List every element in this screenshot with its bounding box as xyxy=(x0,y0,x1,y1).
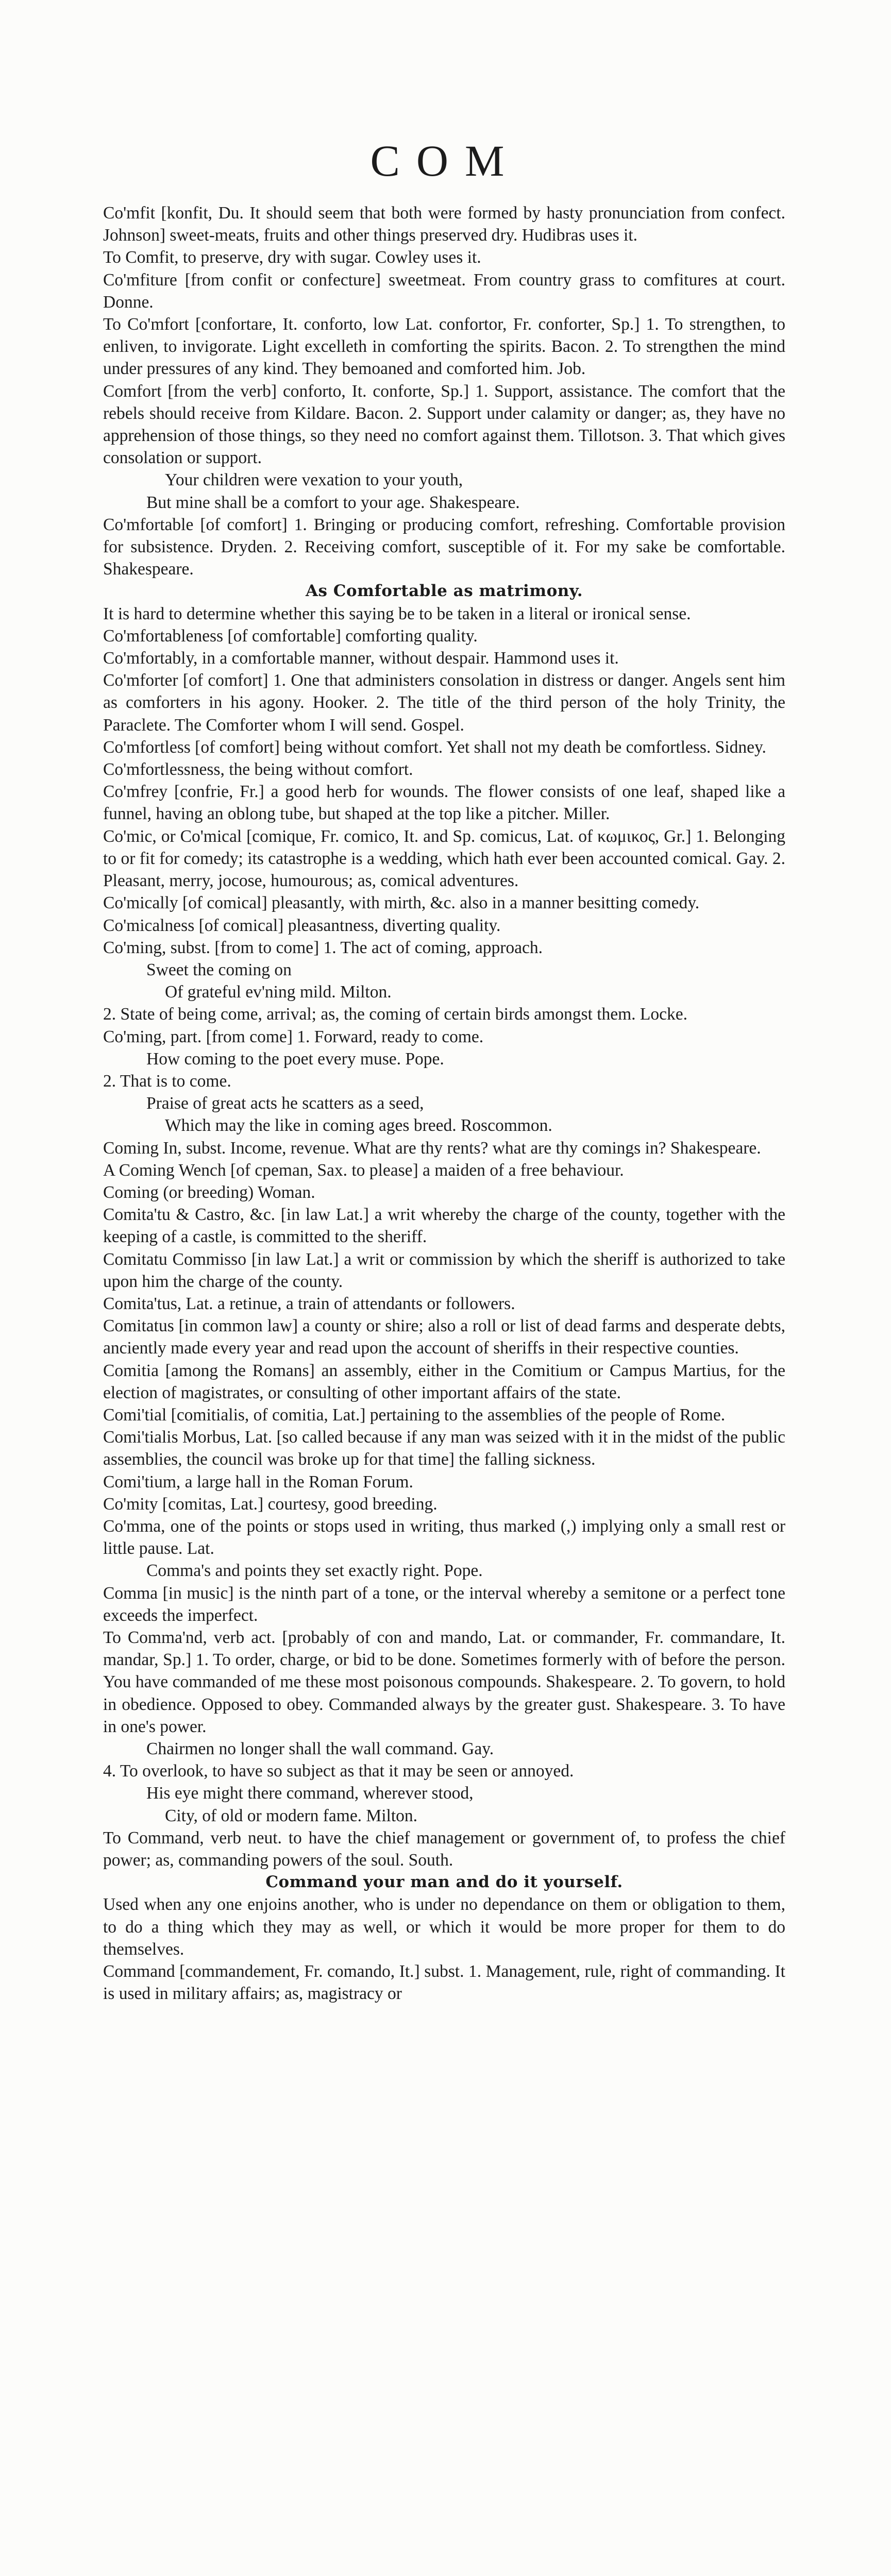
dictionary-entry: Comitatu Commisso [in law Lat.] a writ or commission by which the sheriff is authorized to take upon him the charge of the county. xyxy=(103,1249,785,1291)
quotation-line: City, of old or modern fame. Milton. xyxy=(165,1806,418,1825)
dictionary-entry: Co'mically [of comical] pleasantly, with mirth, &c. also in a manner besitting comedy. xyxy=(103,893,700,913)
dictionary-entry: 4. To overlook, to have so subject as that it may be seen or annoyed. xyxy=(103,1761,574,1781)
dictionary-entry: Comitia [among the Romans] an assembly, either in the Comitium or Campus Martius, for the election of magistrates, or consulting of other important affairs of the state. xyxy=(103,1361,785,1402)
dictionary-entry: Co'mfrey [confrie, Fr.] a good herb for wounds. The flower consists of one leaf, shaped like a funnel, having an oblong tube, but shaped at the top like a pitcher. Miller. xyxy=(103,782,785,824)
dictionary-entry: Co'mic, or Co'mical [comique, Fr. comico, It. and Sp. comicus, Lat. of κωμικος, Gr.] 1. Belonging to or fit for comedy; its catastrophe is a wedding, which hath ever been accounted comical. Gay. 2. Pleasant, merry, jocose, humourous; as, comical adventures. xyxy=(103,826,785,891)
dictionary-entry: Co'mfortable [of comfort] 1. Bringing or producing comfort, refreshing. Comfortable provision for subsistence. Dryden. 2. Receiving comfort, susceptible of it. For my sake be comfortable. Shakespeare. xyxy=(103,515,785,579)
dictionary-entry: As Comfortable as matrimony. xyxy=(305,582,583,601)
dictionary-entry: Co'mity [comitas, Lat.] courtesy, good breeding. xyxy=(103,1494,438,1514)
dictionary-entry: To Command, verb neut. to have the chief management or government of, to profess the chief power; as, commanding powers of the soul. South. xyxy=(103,1828,785,1870)
dictionary-entry: Co'mfortableness [of comfortable] comforting quality. xyxy=(103,626,478,646)
quotation-line: Chairmen no longer shall the wall command. Gay. xyxy=(146,1739,494,1759)
page-header: COM xyxy=(370,136,521,185)
quotation-line: Your children were vexation to your youth, xyxy=(165,470,463,490)
dictionary-entry: Co'mma, one of the points or stops used in writing, thus marked (,) implying only a small rest or little pause. Lat. xyxy=(103,1516,785,1558)
quotation-line: But mine shall be a comfort to your age. Shakespeare. xyxy=(146,493,520,512)
dictionary-entry: Coming In, subst. Income, revenue. What are thy rents? what are thy comings in? Shakespeare. xyxy=(103,1138,761,1158)
dictionary-entry: Comi'tium, a large hall in the Roman Forum. xyxy=(103,1472,413,1492)
dictionary-entry: It is hard to determine whether this saying be to be taken in a literal or ironical sense. xyxy=(103,604,691,623)
dictionary-entry: Co'ming, part. [from come] 1. Forward, ready to come. xyxy=(103,1027,484,1046)
dictionary-entry: Coming (or breeding) Woman. xyxy=(103,1182,315,1202)
dictionary-entry: Command your man and do it yourself. xyxy=(265,1873,623,1892)
dictionary-entry: Command [commandement, Fr. comando, It.] subst. 1. Management, rule, right of commanding. It is used in military affairs; as, magistracy or xyxy=(103,1962,785,2004)
quotation-line: His eye might there command, wherever stood, xyxy=(146,1784,474,1803)
quotation-line: Praise of great acts he scatters as a seed, xyxy=(146,1094,424,1113)
dictionary-entry: Comi'tial [comitialis, of comitia, Lat.] pertaining to the assemblies of the people of Rome. xyxy=(103,1405,726,1425)
dictionary-entry: 2. State of being come, arrival; as, the coming of certain birds amongst them. Locke. xyxy=(103,1005,688,1024)
dictionary-entry: A Coming Wench [of cpeman, Sax. to please] a maiden of a free behaviour. xyxy=(103,1160,624,1180)
dictionary-entry: Co'mforter [of comfort] 1. One that administers consolation in distress or danger. Angels sent him as comforters in his agony. Hooker. 2. The title of the third person of the holy Trinity, the Paraclete. The Comforter whom I will send. Gospel. xyxy=(103,671,785,735)
dictionary-entry: 2. That is to come. xyxy=(103,1071,231,1091)
dictionary-entry: Co'mfortless [of comfort] being without comfort. Yet shall not my death be comfortless. Sidney. xyxy=(103,737,766,757)
dictionary-entry: Comitatus [in common law] a county or shire; also a roll or list of dead farms and desperate debts, anciently made every year and read upon the account of sheriffs in their respective counties. xyxy=(103,1316,785,1358)
dictionary-entry: Co'ming, subst. [from to come] 1. The act of coming, approach. xyxy=(103,938,543,957)
dictionary-entry: Co'mfiture [from confit or confecture] sweetmeat. From country grass to comfitures at court. Donne. xyxy=(103,270,785,312)
dictionary-entry: Comita'tus, Lat. a retinue, a train of attendants or followers. xyxy=(103,1294,515,1313)
dictionary-entry: Co'mfortably, in a comfortable manner, without despair. Hammond uses it. xyxy=(103,649,619,668)
entries-column xyxy=(103,202,785,2005)
dictionary-entry: Comi'tialis Morbus, Lat. [so called because if any man was seized with it in the midst of the public assemblies, the council was broke up for that time] the falling sickness. xyxy=(103,1428,785,1469)
dictionary-entry: Co'micalness [of comical] pleasantness, diverting quality. xyxy=(103,916,501,935)
dictionary-entry: Comfort [from the verb] conforto, It. conforte, Sp.] 1. Support, assistance. The comfort that the rebels should receive from Kildare. Bacon. 2. Support under calamity or danger; as, they have no apprehension of those things, so they need no comfort against them. Tillotson. 3. That which gives consolation or support. xyxy=(103,381,785,468)
dictionary-entry: Used when any one enjoins another, who is under no dependance on them or obligation to them, to do a thing which they may as well, or which it would be more proper for them to do themselves. xyxy=(103,1895,785,1959)
dictionary-entry: Comma [in music] is the ninth part of a tone, or the interval whereby a semitone or a perfect tone exceeds the imperfect. xyxy=(103,1583,785,1625)
dictionary-entry: To Comfit, to preserve, dry with sugar. Cowley uses it. xyxy=(103,248,481,267)
dictionary-entry: Co'mfit [konfit, Du. It should seem that both were formed by hasty pronunciation from confect. Johnson] sweet-meats, fruits and other things preserved dry. Hudibras uses it. xyxy=(103,204,785,245)
quotation-line: How coming to the poet every muse. Pope. xyxy=(146,1049,444,1069)
quotation-line: Of grateful ev'ning mild. Milton. xyxy=(165,982,392,1002)
dictionary-entry: To Comma'nd, verb act. [probably of con and mando, Lat. or commander, Fr. commandare, It. mandar, Sp.] 1. To order, charge, or bid to be done. Sometimes formerly with of before the person. You have commanded of me these most poisonous compounds. Shakespeare. 2. To govern, to hold in obedience. Opposed to obey. Commanded always by the greater gust. Shakespeare. 3. To have in one's power. xyxy=(103,1628,785,1736)
dictionary-entry: Comita'tu & Castro, &c. [in law Lat.] a writ whereby the charge of the county, together with the keeping of a castle, is committed to the sheriff. xyxy=(103,1205,785,1247)
quotation-line: Which may the like in coming ages breed. Roscommon. xyxy=(165,1116,552,1136)
quotation-line: Comma's and points they set exactly right. Pope. xyxy=(146,1561,483,1581)
dictionary-entry: Co'mfortlessness, the being without comfort. xyxy=(103,760,413,779)
quotation-line: Sweet the coming on xyxy=(146,960,292,979)
dictionary-entry: To Co'mfort [confortare, It. conforto, low Lat. confortor, Fr. conforter, Sp.] 1. To strengthen, to enliven, to invigorate. Light excelleth in comforting the spirits. Bacon. 2. To strengthen the mind under pressures of any kind. They bemoaned and comforted him. Job. xyxy=(103,315,785,379)
